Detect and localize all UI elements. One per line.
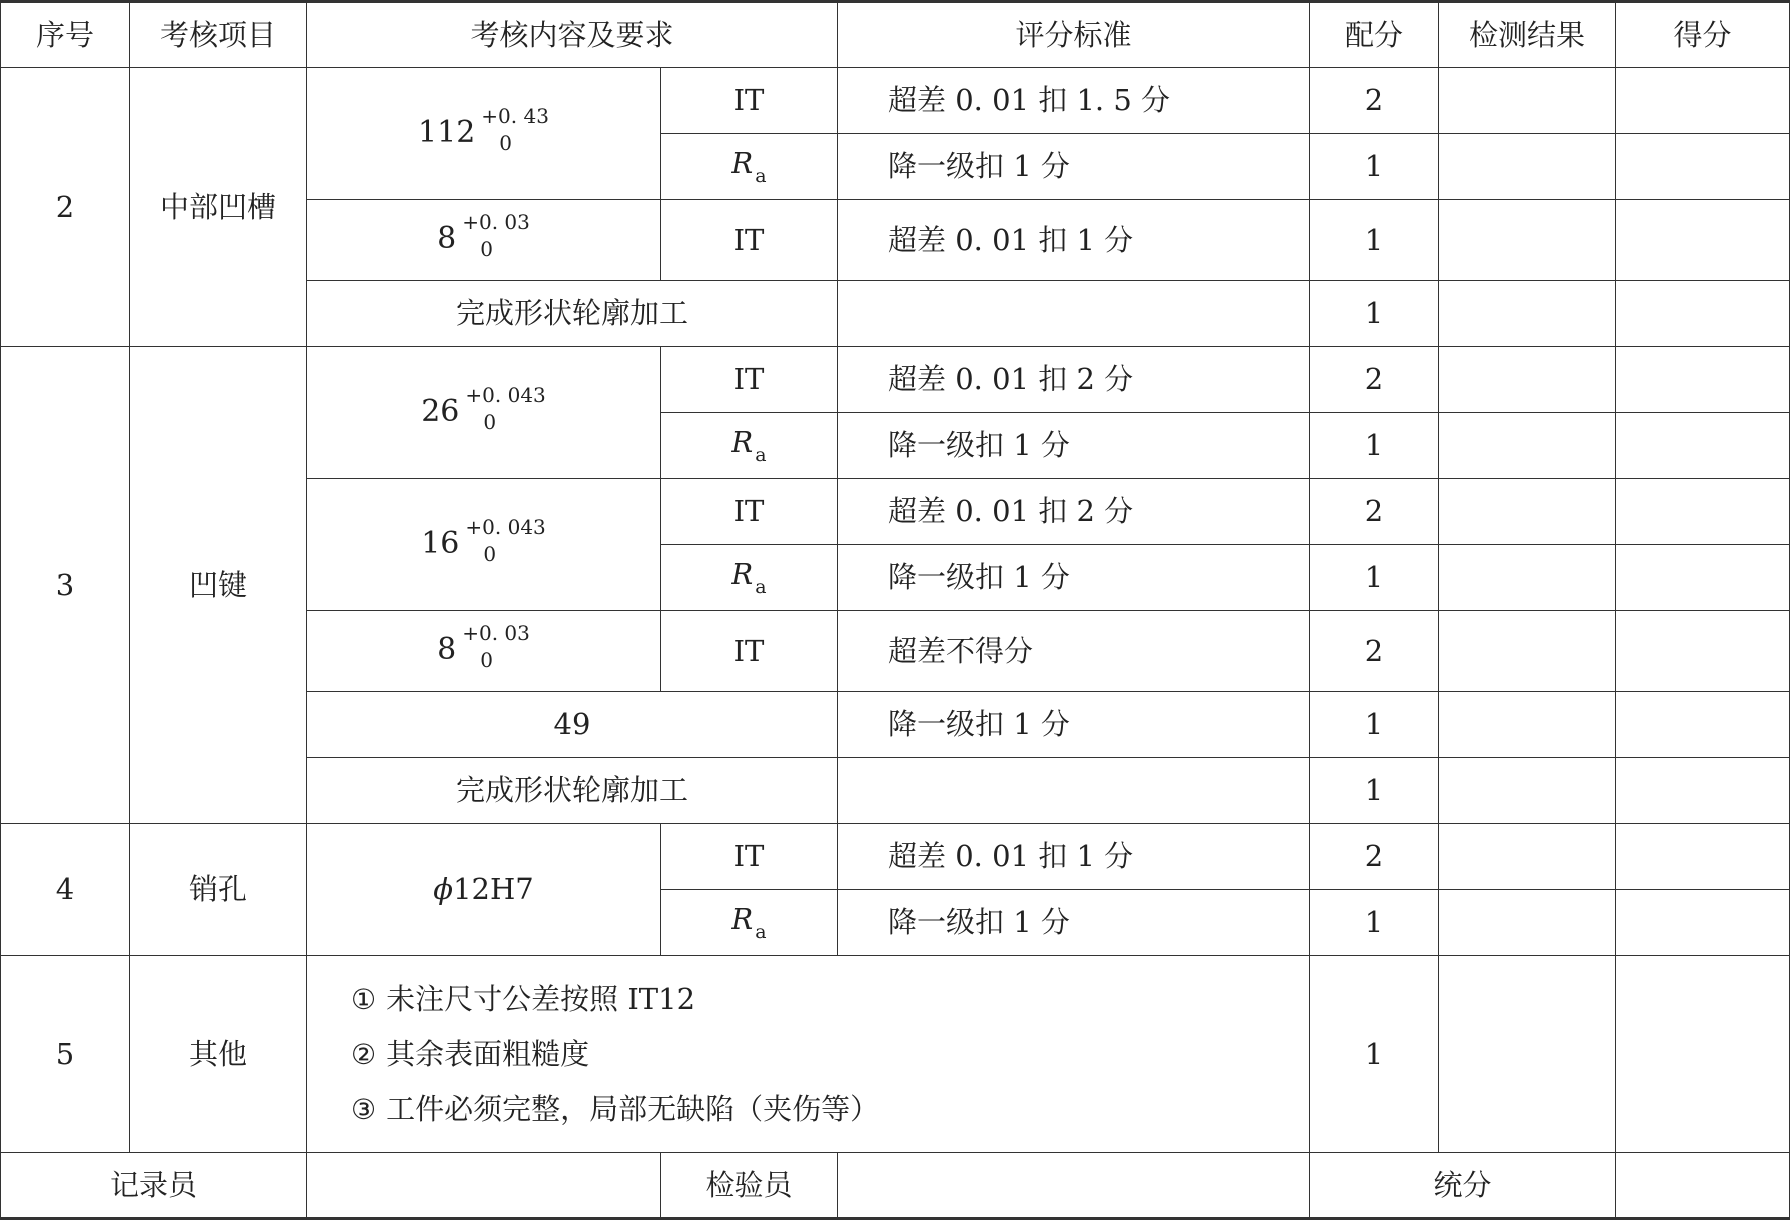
score-cell: 2 (1310, 479, 1439, 545)
score-cell: 1 (1310, 545, 1439, 611)
criteria-cell: 超差 0. 01 扣 1 分 (838, 200, 1310, 281)
result-cell[interactable] (1439, 692, 1616, 758)
score-cell: 2 (1310, 824, 1439, 890)
got-cell[interactable] (1616, 200, 1790, 281)
header-criteria: 评分标准 (838, 2, 1310, 68)
result-cell[interactable] (1439, 758, 1616, 824)
total-field[interactable] (1616, 1153, 1790, 1219)
dimension-with-tolerance (418, 103, 549, 161)
got-cell[interactable] (1616, 281, 1790, 347)
got-cell[interactable] (1616, 413, 1790, 479)
tolerance-lower: 0 (480, 237, 493, 261)
table-row (1, 956, 1790, 1153)
criteria-cell: 超差 0. 01 扣 1 分 (838, 824, 1310, 890)
got-cell[interactable] (1616, 68, 1790, 134)
result-cell[interactable] (1439, 890, 1616, 956)
score-cell: 2 (1310, 68, 1439, 134)
dimension-nominal: 16 (421, 525, 460, 561)
result-cell[interactable] (1439, 479, 1616, 545)
got-cell[interactable] (1616, 692, 1790, 758)
it-label: IT (661, 347, 838, 413)
dimension-with-tolerance (437, 621, 530, 678)
result-cell[interactable] (1439, 200, 1616, 281)
tolerance-upper: +0. 03 (462, 621, 530, 645)
score-cell: 1 (1310, 758, 1439, 824)
tolerance-lower: 0 (480, 648, 493, 672)
total-label: 统分 (1310, 1153, 1616, 1219)
dimension-cell (307, 347, 661, 479)
diameter-symbol: ϕ (433, 872, 454, 907)
tolerance-lower: 0 (499, 130, 513, 155)
criteria-cell: 超差 0. 01 扣 1. 5 分 (838, 68, 1310, 134)
tolerance-upper: +0. 43 (481, 103, 549, 128)
dimension-nominal: 26 (421, 393, 460, 429)
criteria-cell: 降一级扣 1 分 (838, 134, 1310, 200)
it-label: IT (661, 68, 838, 134)
score-cell: 2 (1310, 347, 1439, 413)
header-row (1, 2, 1790, 68)
header-no: 序号 (1, 2, 130, 68)
result-cell[interactable] (1439, 134, 1616, 200)
got-cell[interactable] (1616, 758, 1790, 824)
criteria-cell: 降一级扣 1 分 (838, 545, 1310, 611)
criteria-cell: 降一级扣 1 分 (838, 413, 1310, 479)
result-cell[interactable] (1439, 824, 1616, 890)
row-item: 销孔 (130, 824, 307, 956)
score-cell: 2 (1310, 611, 1439, 692)
dimension-cell (307, 611, 661, 692)
table-row (1, 68, 1790, 134)
tolerance-upper: +0. 043 (465, 514, 546, 539)
criteria-cell: 超差不得分 (838, 611, 1310, 692)
got-cell[interactable] (1616, 545, 1790, 611)
it-label: IT (661, 611, 838, 692)
dimension-nominal: 112 (418, 114, 476, 150)
dimension-cell (307, 68, 661, 200)
it-label: IT (661, 824, 838, 890)
ra-label: R $_a$ (661, 134, 838, 200)
header-result: 检测结果 (1439, 2, 1616, 68)
row-no: 2 (1, 68, 130, 347)
row-item: 其他 (130, 956, 307, 1153)
score-cell: 1 (1310, 413, 1439, 479)
got-cell[interactable] (1616, 824, 1790, 890)
tolerance-lower: 0 (483, 541, 497, 566)
criteria-cell: 超差 0. 01 扣 2 分 (838, 479, 1310, 545)
criteria-cell (838, 281, 1310, 347)
result-cell[interactable] (1439, 347, 1616, 413)
result-cell[interactable] (1439, 611, 1616, 692)
row-no: 4 (1, 824, 130, 956)
dimension-nominal: 8 (437, 632, 457, 667)
dimension-cell (307, 824, 661, 956)
tolerance-lower: 0 (483, 409, 497, 434)
row-no: 3 (1, 347, 130, 824)
result-cell[interactable] (1439, 413, 1616, 479)
table-row (1, 824, 1790, 890)
recorder-field[interactable] (307, 1153, 661, 1219)
got-cell[interactable] (1616, 956, 1790, 1153)
dimension-plain-cell: 49 (307, 692, 838, 758)
result-cell[interactable] (1439, 68, 1616, 134)
dimension-with-tolerance (421, 514, 546, 572)
tolerance-upper: +0. 03 (462, 210, 530, 234)
criteria-cell: 超差 0. 01 扣 2 分 (838, 347, 1310, 413)
score-cell: 1 (1310, 134, 1439, 200)
inspector-field[interactable] (838, 1153, 1310, 1219)
tolerance-upper: +0. 043 (465, 382, 546, 407)
criteria-cell: 降一级扣 1 分 (838, 890, 1310, 956)
header-got: 得分 (1616, 2, 1790, 68)
got-cell[interactable] (1616, 479, 1790, 545)
ra-label: R $_a$ (661, 413, 838, 479)
header-item: 考核项目 (130, 2, 307, 68)
ra-label: R $_a$ (661, 890, 838, 956)
dimension-nominal: 8 (437, 221, 457, 256)
got-cell[interactable] (1616, 611, 1790, 692)
dimension-cell (307, 200, 661, 281)
footer-row (1, 1153, 1790, 1219)
score-cell: 1 (1310, 956, 1439, 1153)
got-cell[interactable] (1616, 890, 1790, 956)
header-content: 考核内容及要求 (307, 2, 838, 68)
dimension-with-tolerance (421, 382, 546, 440)
ra-label: R $_a$ (661, 545, 838, 611)
result-cell[interactable] (1439, 956, 1616, 1153)
dimension-with-tolerance (437, 210, 530, 267)
header-score: 配分 (1310, 2, 1439, 68)
criteria-cell (838, 758, 1310, 824)
got-cell[interactable] (1616, 134, 1790, 200)
note-item: ② 其余表面粗糙度 (351, 1036, 590, 1071)
it-label: IT (661, 479, 838, 545)
notes-cell (307, 956, 1310, 1153)
finish-cell: 完成形状轮廓加工 (307, 758, 838, 824)
got-cell[interactable] (1616, 347, 1790, 413)
hole-dimension: 12H7 (453, 872, 534, 907)
result-cell[interactable] (1439, 281, 1616, 347)
recorder-label: 记录员 (1, 1153, 307, 1219)
note-item: ③ 工件必须完整，局部无缺陷（夹伤等） (351, 1091, 880, 1126)
result-cell[interactable] (1439, 545, 1616, 611)
inspector-label: 检验员 (661, 1153, 838, 1219)
row-no: 5 (1, 956, 130, 1153)
it-label: IT (661, 200, 838, 281)
score-cell: 1 (1310, 200, 1439, 281)
score-cell: 1 (1310, 890, 1439, 956)
row-item: 中部凹槽 (130, 68, 307, 347)
finish-cell: 完成形状轮廓加工 (307, 281, 838, 347)
note-item: ① 未注尺寸公差按照 IT12 (351, 981, 696, 1016)
score-cell: 1 (1310, 281, 1439, 347)
dimension-cell (307, 479, 661, 611)
table-row (1, 347, 1790, 413)
criteria-cell: 降一级扣 1 分 (838, 692, 1310, 758)
row-item: 凹键 (130, 347, 307, 824)
score-cell: 1 (1310, 692, 1439, 758)
